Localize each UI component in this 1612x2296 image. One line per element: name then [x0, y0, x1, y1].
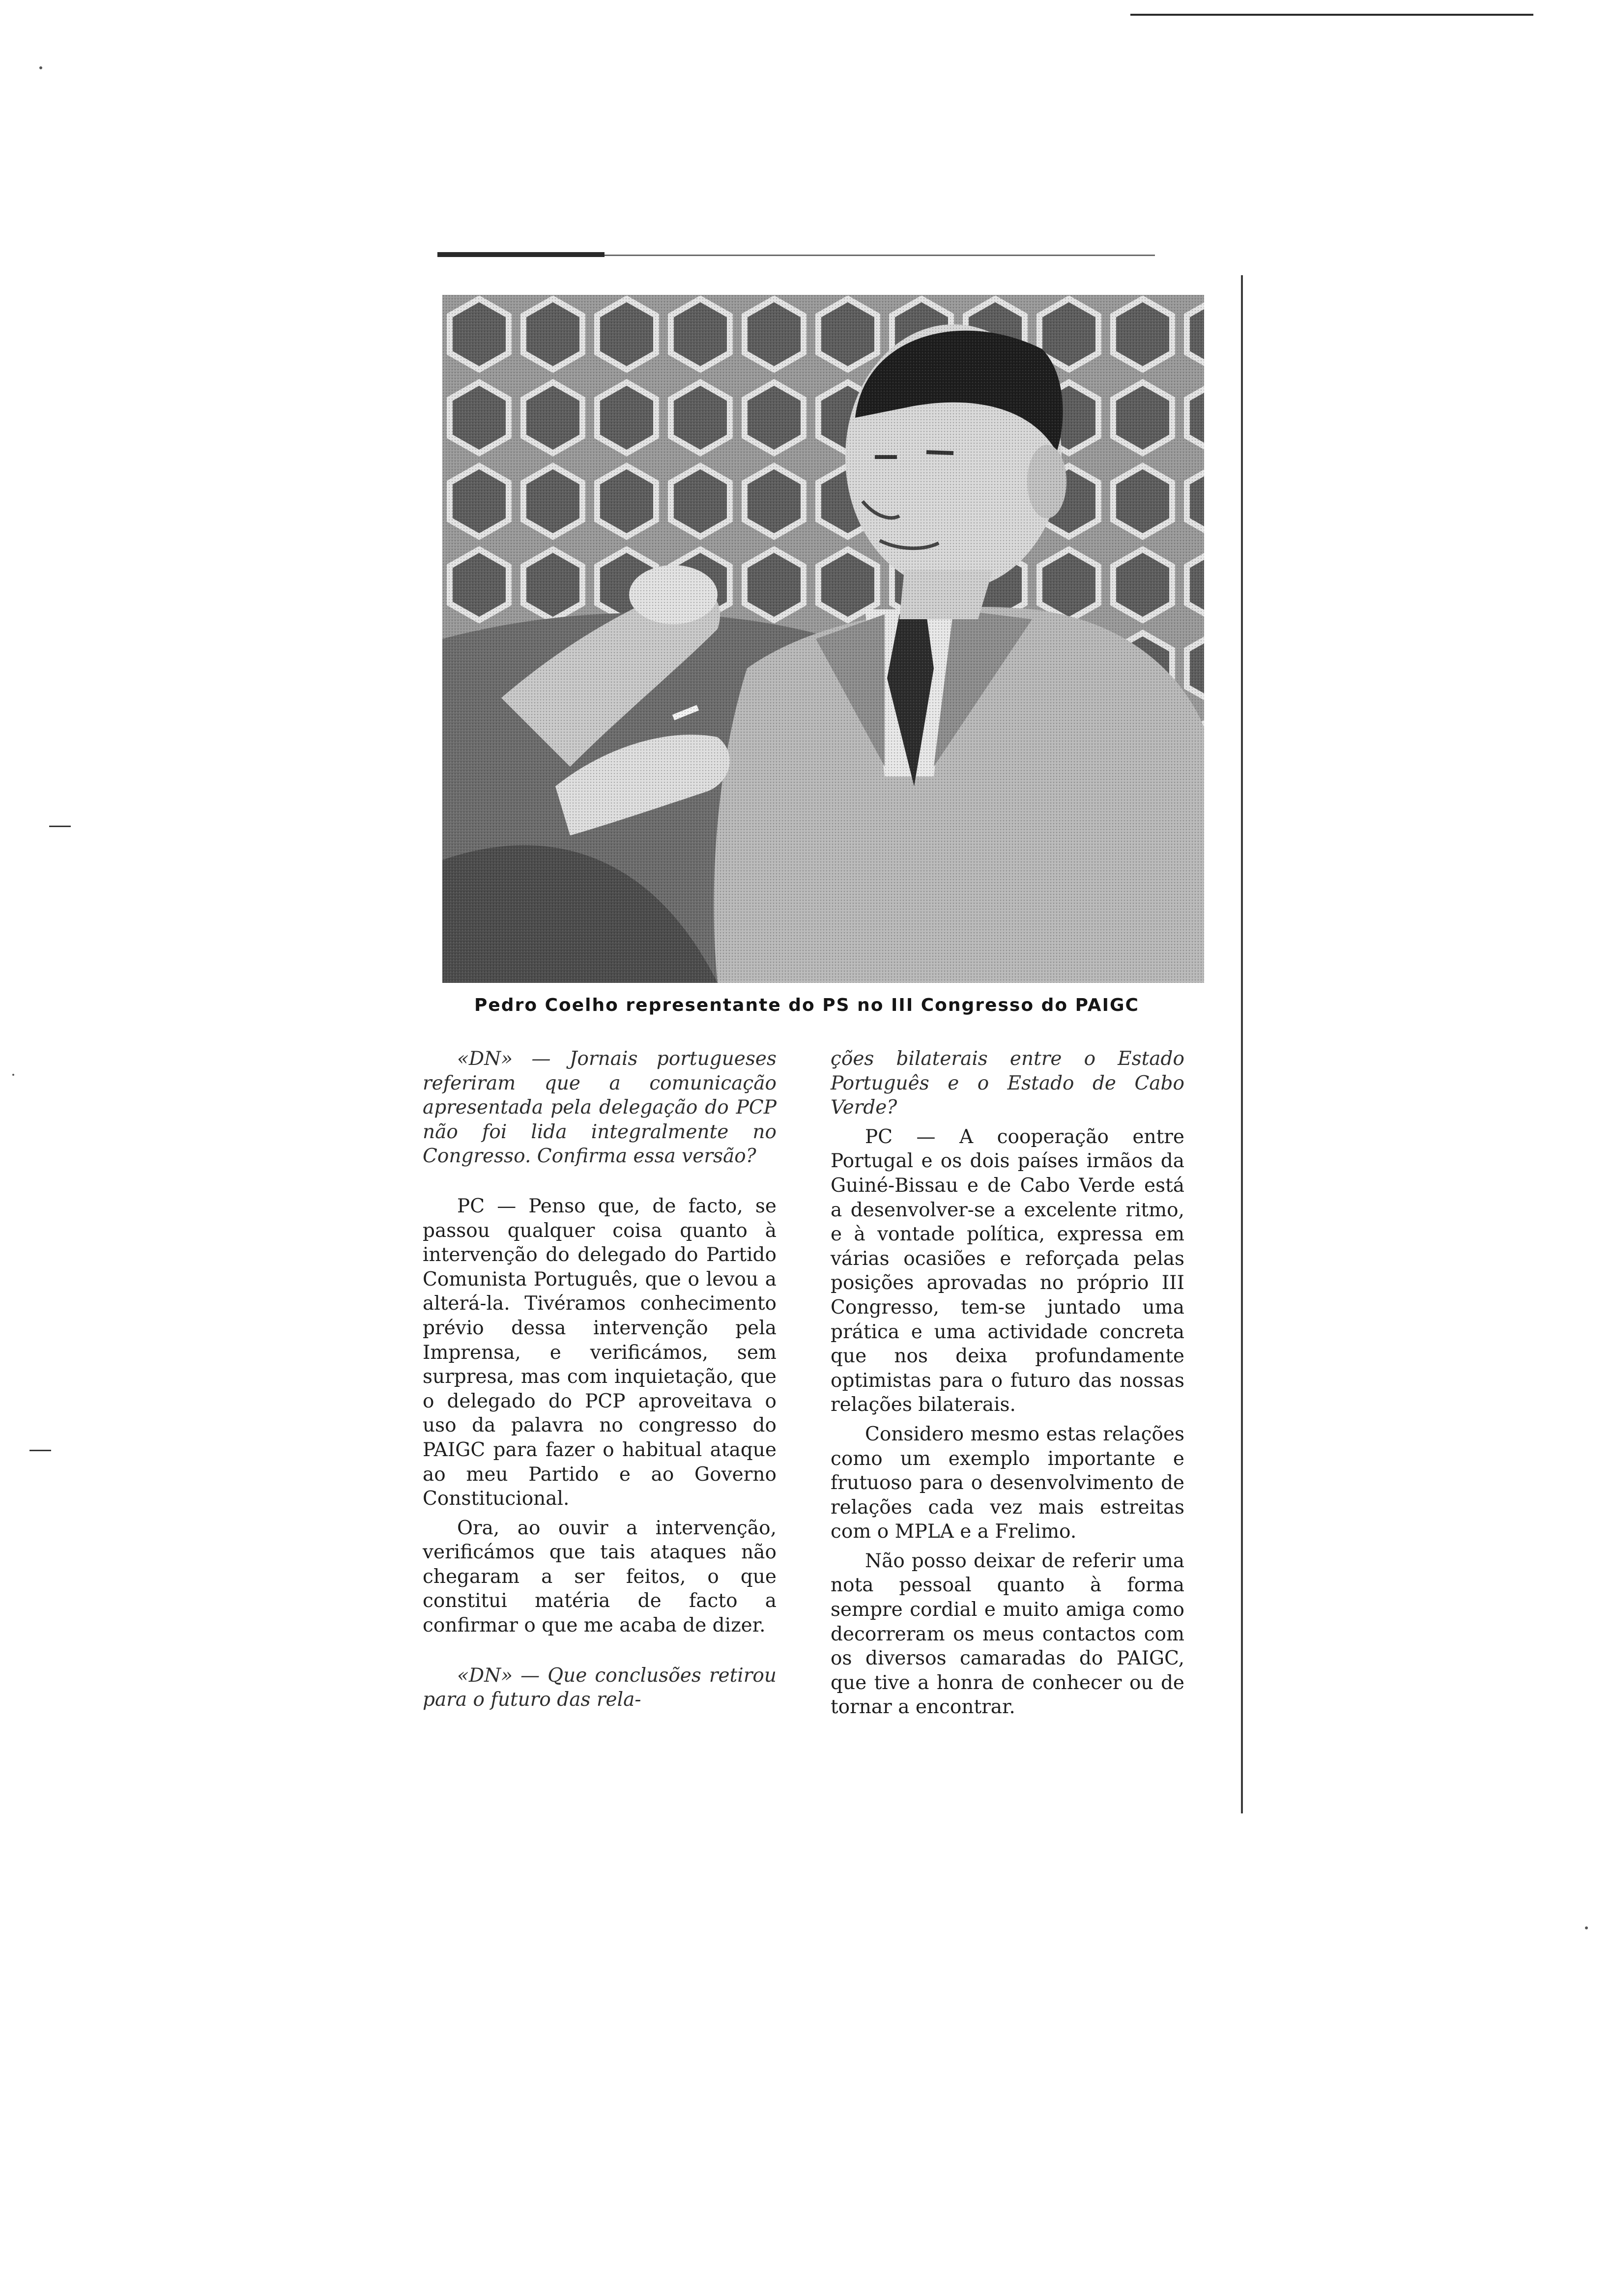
- margin-mark: [29, 1450, 51, 1451]
- interview-answer-paragraph: Ora, ao ouvir a intervenção, verificámos que tais ataques não chegaram a ser feitos, o que constitui matéria de facto a confirmar o que me acaba de dizer.: [423, 1517, 777, 1637]
- scan-speck: [1585, 1926, 1588, 1929]
- scan-speck: [12, 1074, 14, 1076]
- clipping-top-rule: [437, 252, 604, 257]
- article-column-left: [423, 1047, 777, 1712]
- article-column-right: [831, 1047, 1184, 1720]
- interview-question: «DN» — Que conclusões retirou para o futuro das rela-: [423, 1664, 777, 1711]
- photo-caption: Pedro Coelho representante do PS no III Congresso do PAIGC: [474, 995, 1139, 1015]
- clipping-top-rule-thin: [604, 255, 1155, 256]
- article-photo: [442, 295, 1204, 983]
- interview-answer: PC — Penso que, de facto, se passou qualquer coisa quanto à intervenção do delegado do Partido Comunista Português, que o levou a alterá-la. Tivéramos conhecimento prévio dessa intervenção pela Imprensa, e verificámos, sem surpresa, mas com inquietação, que o delegado do PCP aproveitava o uso da palavra no congresso do PAIGC para fazer o habitual ataque ao meu Partido e ao Governo Constitucional.: [423, 1195, 777, 1510]
- top-right-rule: [1130, 14, 1533, 16]
- interview-question-continued: ções bilaterais entre o Estado Português e o Estado de Cabo Verde?: [831, 1048, 1184, 1119]
- interview-answer-paragraph: Considero mesmo estas relações como um exemplo importante e frutuoso para o desenvolvimento de relações cada vez mais estreitas com o MPLA e a Frelimo.: [831, 1423, 1184, 1543]
- margin-mark: [49, 826, 71, 827]
- interview-answer-paragraph: Não posso deixar de referir uma nota pessoal quanto à forma sempre cordial e muito amiga como decorreram os meus contactos com os diversos camaradas do PAIGC, que tive a honra de conhecer ou de tornar a encontrar.: [831, 1550, 1184, 1719]
- clipping-right-border: [1241, 275, 1243, 1813]
- scan-speck: [39, 66, 42, 69]
- portrait-photo: [442, 295, 1204, 983]
- interview-question: «DN» — Jornais portugueses referiram que a comunicação apresentada pela delegação do PCP não foi lida integralmente no Congresso. Confirma essa versão?: [423, 1048, 777, 1168]
- interview-answer: PC — A cooperação entre Portugal e os dois países irmãos da Guiné-Bissau e de Cabo Verde está a desenvolver-se a excelente ritmo, e à vontade política, expressa em várias ocasiões e reforçada pelas posições aprovadas no próprio III Congresso, tem-se juntado uma prática e uma actividade concreta que nos deixa profundamente optimistas para o futuro das nossas relações bilaterais.: [831, 1125, 1184, 1416]
